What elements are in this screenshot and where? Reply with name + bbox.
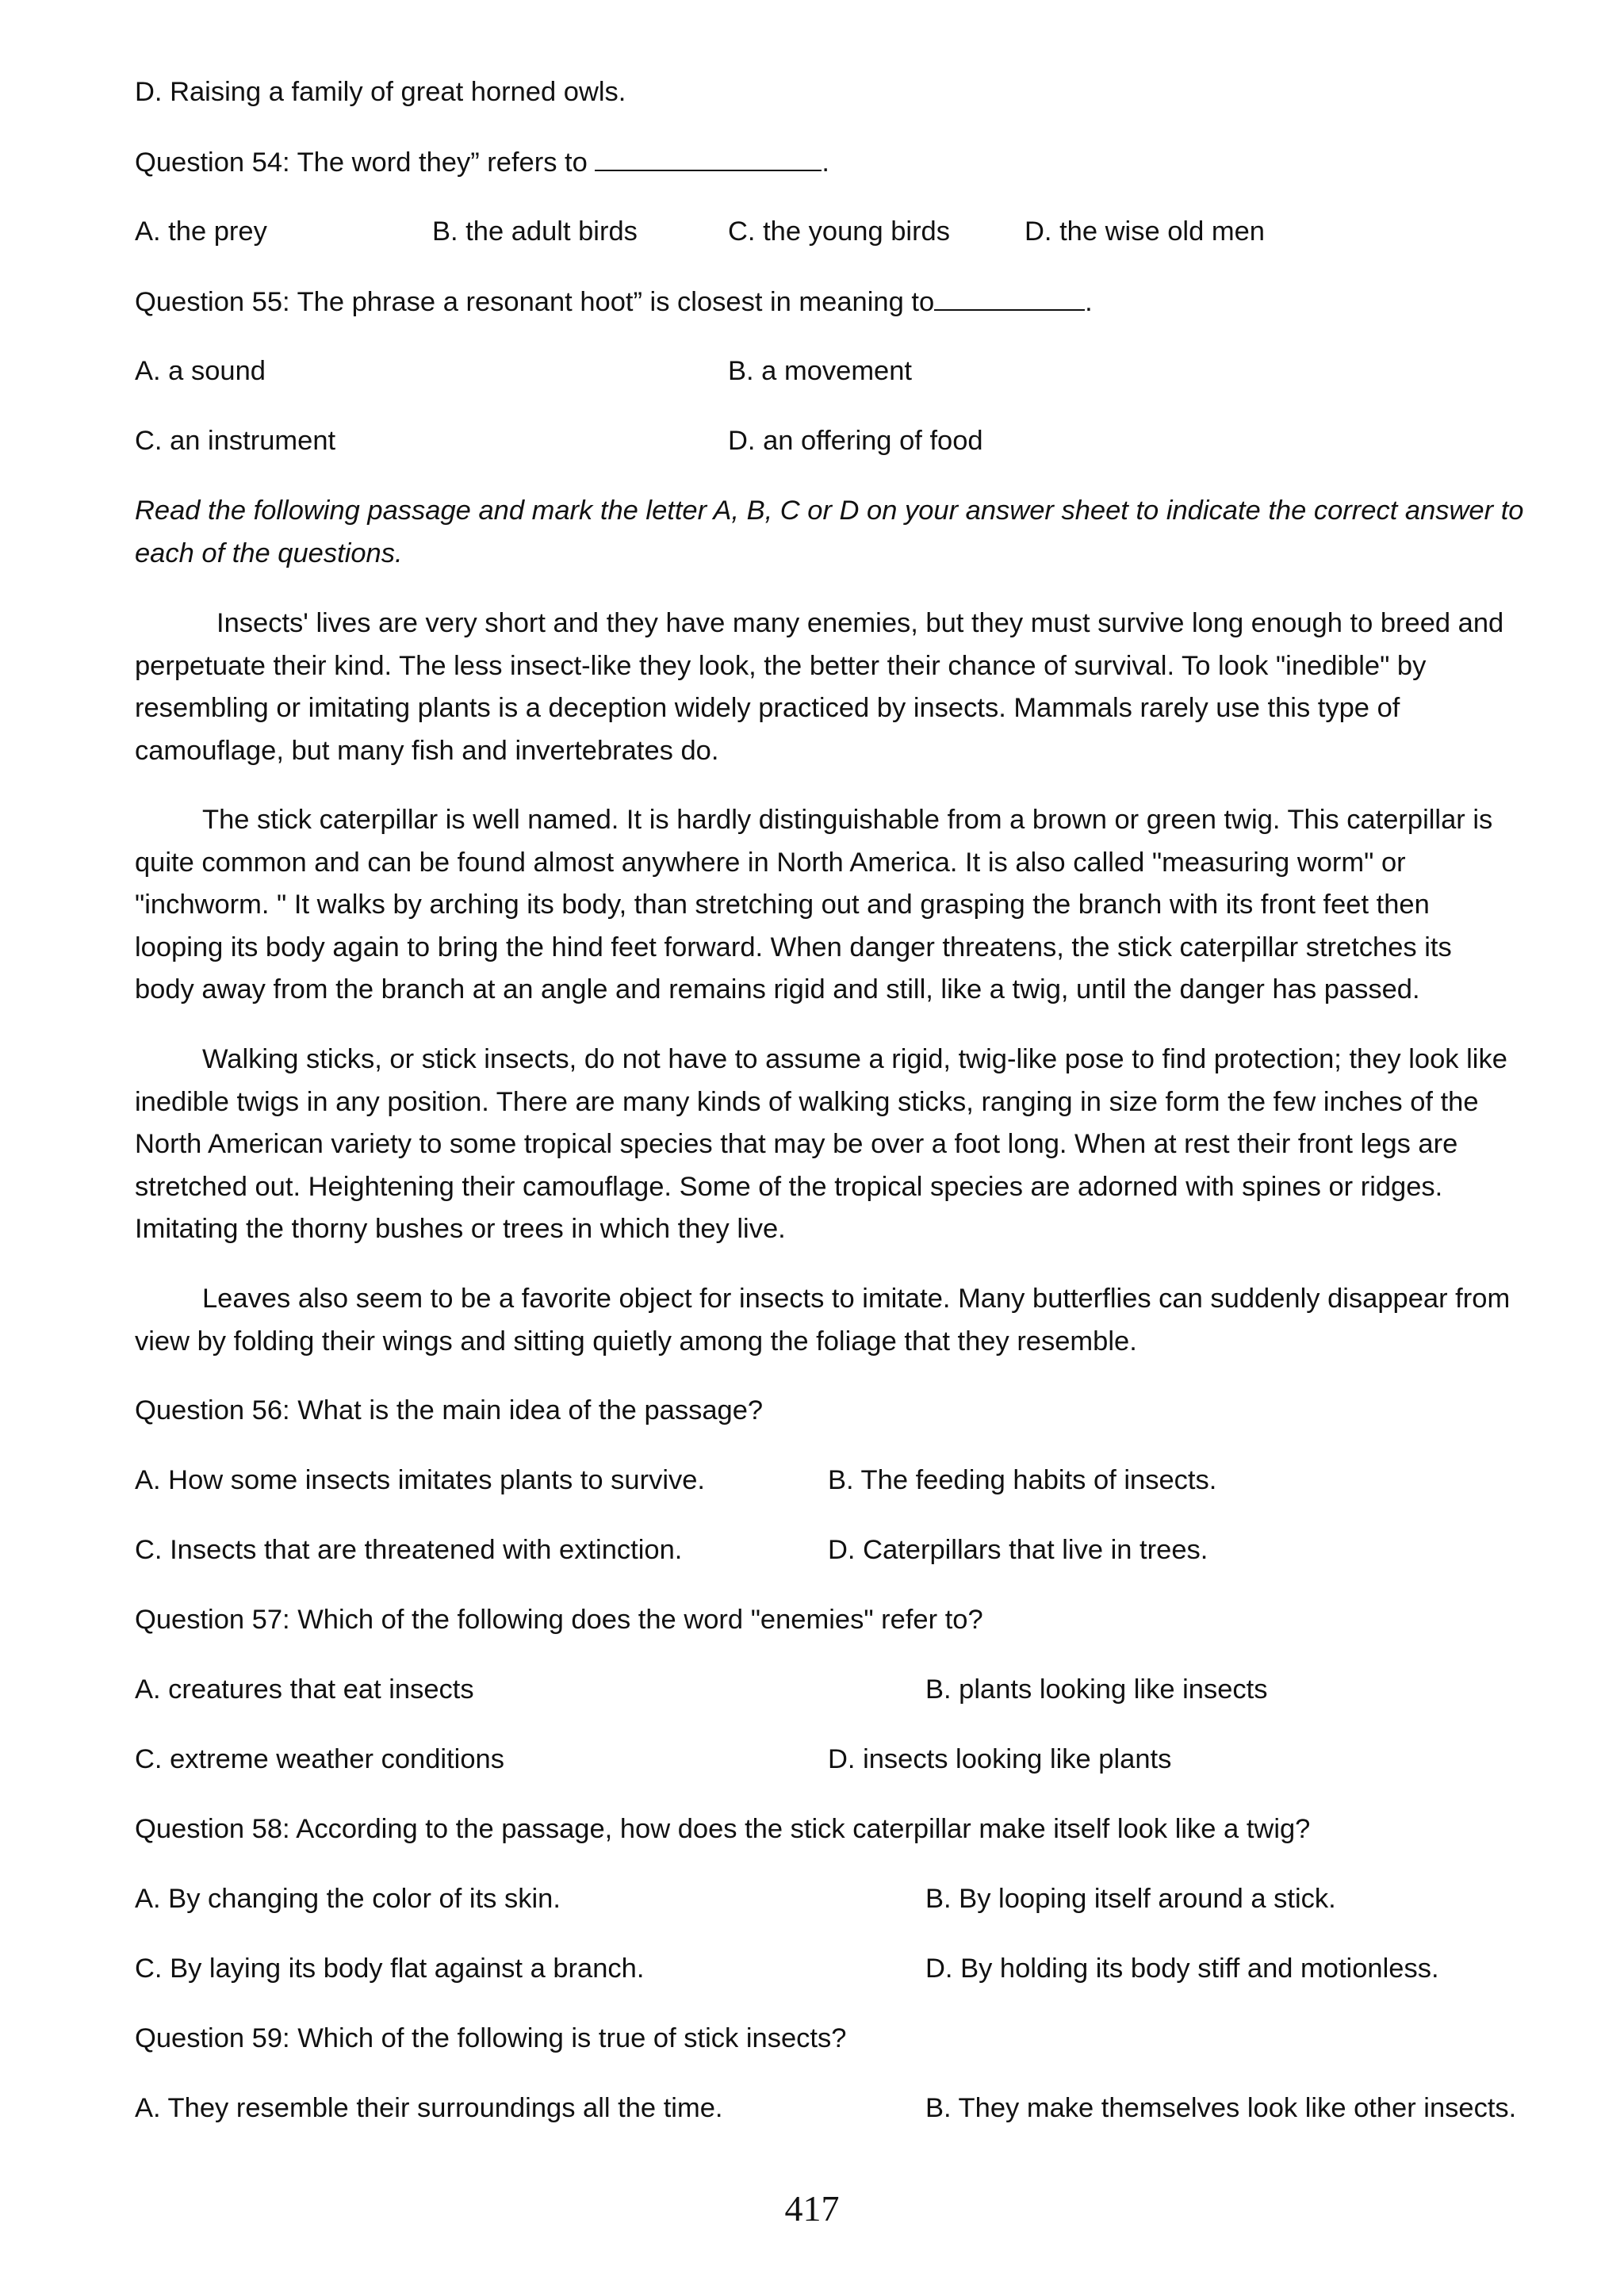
passage-line: quite common and can be found almost anywhere in North America. It is also called "measuring worm" or bbox=[135, 848, 1406, 878]
question-59: Question 59: Which of the following is true of stick insects? bbox=[135, 2023, 847, 2053]
answer-option: C. Insects that are threatened with extinction. bbox=[135, 1535, 683, 1565]
instruction-line: Read the following passage and mark the letter A, B, C or D on your answer sheet to indicate the correct answer to bbox=[135, 496, 1524, 526]
question-58: Question 58: According to the passage, how does the stick caterpillar make itself look like a twig? bbox=[135, 1814, 1311, 1844]
passage-line: stretched out. Heightening their camouflage. Some of the tropical species are adorned with spines or ridges. bbox=[135, 1172, 1443, 1202]
answer-option: C. extreme weather conditions bbox=[135, 1744, 504, 1774]
question-stem: Question 55: The phrase a resonant hoot” is closest in meaning to bbox=[135, 287, 935, 317]
answer-option: B. By looping itself around a stick. bbox=[925, 1884, 1336, 1914]
question-55: Question 55: The phrase a resonant hoot” is closest in meaning to . bbox=[135, 287, 1093, 317]
question-56: Question 56: What is the main idea of the passage? bbox=[135, 1395, 764, 1425]
answer-option: D. Caterpillars that live in trees. bbox=[828, 1535, 1208, 1565]
page-number: 417 bbox=[784, 2188, 840, 2229]
answer-option: D. the wise old men bbox=[1025, 216, 1265, 247]
answer-option: A. a sound bbox=[135, 356, 266, 386]
answer-option: A. By changing the color of its skin. bbox=[135, 1884, 561, 1914]
answer-option: A. creatures that eat insects bbox=[135, 1674, 474, 1705]
answer-option: B. plants looking like insects bbox=[925, 1674, 1268, 1705]
passage-line: Walking sticks, or stick insects, do not have to assume a rigid, twig-like pose to find protection; they look like bbox=[202, 1044, 1507, 1074]
answer-option: B. a movement bbox=[728, 356, 913, 386]
answer-option: C. By laying its body flat against a branch. bbox=[135, 1954, 645, 1984]
answer-option: D. an offering of food bbox=[728, 426, 983, 456]
passage-line: looping its body again to bring the hind feet forward. When danger threatens, the stick caterpillar stretches its bbox=[135, 932, 1452, 962]
answer-option: A. They resemble their surroundings all the time. bbox=[135, 2093, 723, 2123]
answer-option: B. They make themselves look like other insects. bbox=[925, 2093, 1517, 2123]
passage-line: "inchworm. " It walks by arching its body, than stretching out and grasping the branch with its front feet then bbox=[135, 890, 1430, 920]
answer-blank bbox=[595, 146, 822, 171]
answer-option: D. By holding its body stiff and motionless. bbox=[925, 1954, 1439, 1984]
answer-option: D. Raising a family of great horned owls. bbox=[135, 77, 626, 107]
passage-line: body away from the branch at an angle and remains rigid and still, like a twig, until the danger has passed. bbox=[135, 974, 1420, 1004]
passage-line: camouflage, but many fish and invertebrates do. bbox=[135, 736, 719, 766]
answer-option: C. an instrument bbox=[135, 426, 336, 456]
passage-line: Insects' lives are very short and they have many enemies, but they must survive long enough to breed and bbox=[216, 608, 1504, 638]
answer-option: D. insects looking like plants bbox=[828, 1744, 1172, 1774]
answer-option: A. the prey bbox=[135, 216, 267, 247]
passage-line: perpetuate their kind. The less insect-like they look, the better their chance of survival. To look "inedible" by bbox=[135, 651, 1427, 681]
passage-line: resembling or imitating plants is a deception widely practiced by insects. Mammals rarely use this type of bbox=[135, 693, 1400, 723]
answer-option: B. the adult birds bbox=[432, 216, 638, 247]
passage-line: North American variety to some tropical species that may be over a foot long. When at rest their front legs are bbox=[135, 1129, 1458, 1159]
question-stem: Question 54: The word they” refers to bbox=[135, 147, 596, 178]
answer-blank bbox=[934, 285, 1085, 311]
question-54: Question 54: The word they” refers to . bbox=[135, 147, 829, 178]
question-57: Question 57: Which of the following does the word "enemies" refer to? bbox=[135, 1605, 983, 1635]
passage-line: inedible twigs in any position. There are many kinds of walking sticks, ranging in size form the few inches of the bbox=[135, 1087, 1479, 1117]
passage-line: Imitating the thorny bushes or trees in which they live. bbox=[135, 1214, 786, 1244]
passage-line: Leaves also seem to be a favorite object for insects to imitate. Many butterflies can suddenly disappear from bbox=[202, 1284, 1511, 1314]
passage-line: The stick caterpillar is well named. It is hardly distinguishable from a brown or green twig. This caterpillar is bbox=[202, 805, 1493, 835]
passage-line: view by folding their wings and sitting quietly among the foliage that they resemble. bbox=[135, 1326, 1137, 1357]
instruction-line: each of the questions. bbox=[135, 538, 403, 568]
answer-option: A. How some insects imitates plants to survive. bbox=[135, 1465, 706, 1495]
answer-option: C. the young birds bbox=[728, 216, 950, 247]
answer-option: B. The feeding habits of insects. bbox=[828, 1465, 1217, 1495]
